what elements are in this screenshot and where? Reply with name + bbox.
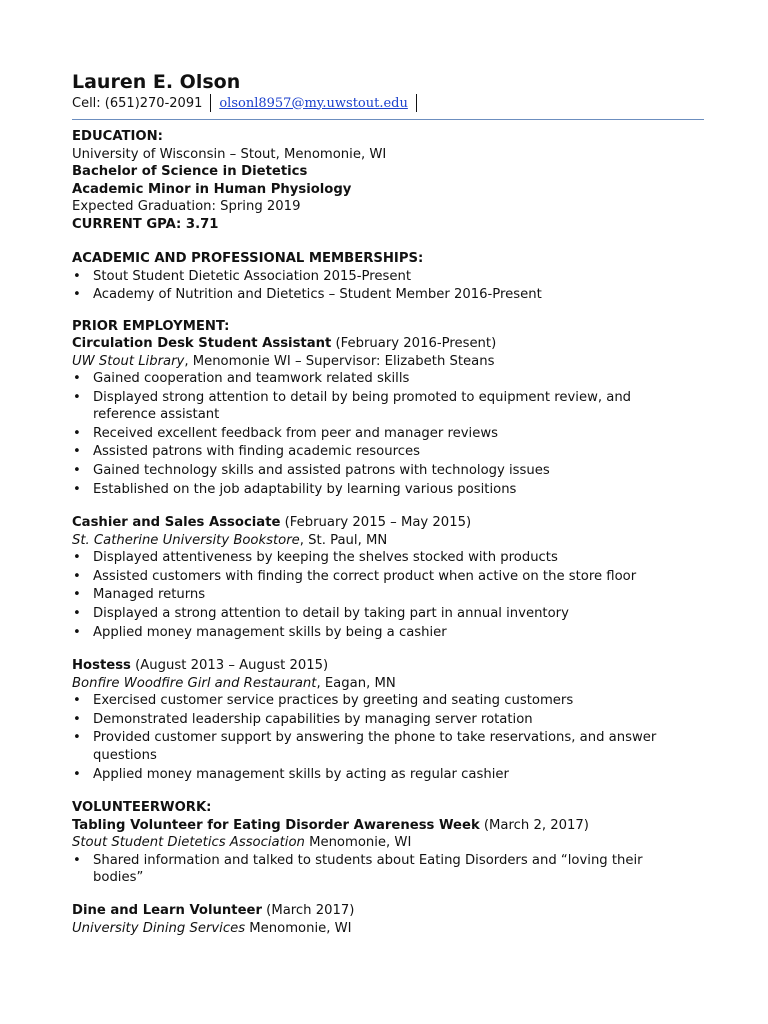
volunteer-title: Dine and Learn Volunteer bbox=[72, 903, 262, 919]
list-item: • Displayed attentiveness by keeping the shelves stocked with products bbox=[72, 549, 712, 566]
list-item: • Received excellent feedback from peer and manager reviews bbox=[72, 425, 712, 442]
volunteer-location: Menomonie, WI bbox=[304, 835, 412, 851]
memberships-list bbox=[72, 268, 712, 304]
volunteer-location: Menomonie, WI bbox=[245, 920, 352, 936]
list-item-continuation: questions bbox=[93, 747, 157, 763]
list-item: • Applied money management skills by acting as regular cashier bbox=[72, 766, 712, 783]
resume-body bbox=[72, 128, 712, 937]
volunteer-dates: (March 2, 2017) bbox=[479, 817, 589, 833]
education-degree: Bachelor of Science in Dietetics bbox=[72, 164, 308, 179]
job-location: , St. Paul, MN bbox=[299, 532, 388, 548]
contact-divider bbox=[210, 94, 211, 112]
list-item: • Assisted customers with finding the correct product when active on the store floor bbox=[72, 568, 712, 585]
list-item: • Shared information and talked to students about Eating Disorders and “loving their bbox=[72, 852, 712, 869]
list-item: • Gained technology skills and assisted patrons with technology issues bbox=[72, 462, 712, 479]
job-org-line bbox=[72, 532, 712, 550]
job-title-line bbox=[72, 335, 712, 353]
list-item: • Applied money management skills by being a cashier bbox=[72, 624, 712, 641]
job-title-line bbox=[72, 657, 712, 675]
job-title: Hostess bbox=[72, 658, 131, 674]
volunteer-title: Tabling Volunteer for Eating Disorder Awareness Week bbox=[72, 817, 480, 833]
list-item: • Managed returns bbox=[72, 586, 712, 603]
volunteer-org: Stout Student Dietetics Association bbox=[72, 835, 305, 851]
job-location: , Eagan, MN bbox=[316, 675, 396, 691]
list-item: • Displayed a strong attention to detail by taking part in annual inventory bbox=[72, 605, 712, 622]
job-duties-list bbox=[72, 370, 712, 498]
education-graduation: Expected Graduation: Spring 2019 bbox=[72, 199, 301, 214]
volunteer-duties-list bbox=[72, 852, 712, 887]
education-minor: Academic Minor in Human Physiology bbox=[72, 181, 352, 197]
contact-line bbox=[72, 94, 425, 112]
header-rule bbox=[72, 119, 704, 120]
job-org: UW Stout Library bbox=[72, 353, 185, 369]
job-title-line bbox=[72, 514, 712, 532]
volunteer-title-line bbox=[72, 902, 712, 920]
education-heading: EDUCATION: bbox=[72, 129, 163, 144]
job-org-line bbox=[72, 675, 712, 693]
list-item: • Provided customer support by answering the phone to take reservations, and answer bbox=[72, 729, 712, 746]
job-dates: (February 2015 – May 2015) bbox=[280, 515, 472, 531]
job-duties-list bbox=[72, 692, 712, 783]
job-org: Bonfire Woodfire Girl and Restaurant bbox=[72, 675, 317, 691]
list-item: • Gained cooperation and teamwork related skills bbox=[72, 370, 712, 387]
list-item: • Assisted patrons with finding academic resources bbox=[72, 443, 712, 460]
job-title: Cashier and Sales Associate bbox=[72, 515, 281, 531]
job-dates: (February 2016-Present) bbox=[331, 336, 497, 352]
list-item-continuation: reference assistant bbox=[93, 407, 220, 423]
education-gpa: CURRENT GPA: 3.71 bbox=[72, 216, 219, 232]
contact-divider bbox=[416, 94, 417, 112]
volunteer-org: University Dining Services bbox=[72, 920, 246, 936]
education-school: University of Wisconsin – Stout, Menomonie, WI bbox=[72, 146, 387, 162]
list-item: • Exercised customer service practices by greeting and seating customers bbox=[72, 692, 712, 709]
job-title: Circulation Desk Student Assistant bbox=[72, 336, 332, 352]
job-org: St. Catherine University Bookstore bbox=[72, 532, 300, 548]
list-item-continuation: bodies” bbox=[93, 869, 144, 885]
job-org-line bbox=[72, 353, 712, 371]
email-link[interactable]: olsonl8957@my.uwstout.edu bbox=[219, 95, 408, 111]
list-item: • Demonstrated leadership capabilities by managing server rotation bbox=[72, 711, 712, 728]
list-item: • Academy of Nutrition and Dietetics – Student Member 2016-Present bbox=[72, 286, 712, 303]
list-item: • Established on the job adaptability by learning various positions bbox=[72, 481, 712, 498]
volunteer-org-line bbox=[72, 834, 712, 852]
applicant-name: Lauren E. Olson bbox=[72, 71, 241, 93]
job-location: , Menomonie WI – Supervisor: Elizabeth Steans bbox=[184, 353, 495, 369]
list-item: • Stout Student Dietetic Association 2015-Present bbox=[72, 268, 712, 285]
memberships-heading: ACADEMIC AND PROFESSIONAL MEMBERSHIPS: bbox=[72, 251, 424, 266]
list-item: • Displayed strong attention to detail by being promoted to equipment review, and bbox=[72, 389, 712, 406]
volunteer-title-line bbox=[72, 817, 712, 835]
volunteer-dates: (March 2017) bbox=[261, 903, 355, 919]
employment-heading: PRIOR EMPLOYMENT: bbox=[72, 318, 230, 334]
job-duties-list bbox=[72, 549, 712, 641]
volunteer-heading: VOLUNTEERWORK: bbox=[72, 800, 212, 816]
job-dates: (August 2013 – August 2015) bbox=[130, 658, 329, 674]
volunteer-org-line bbox=[72, 920, 712, 938]
phone-number: Cell: (651)270-2091 bbox=[72, 95, 203, 111]
